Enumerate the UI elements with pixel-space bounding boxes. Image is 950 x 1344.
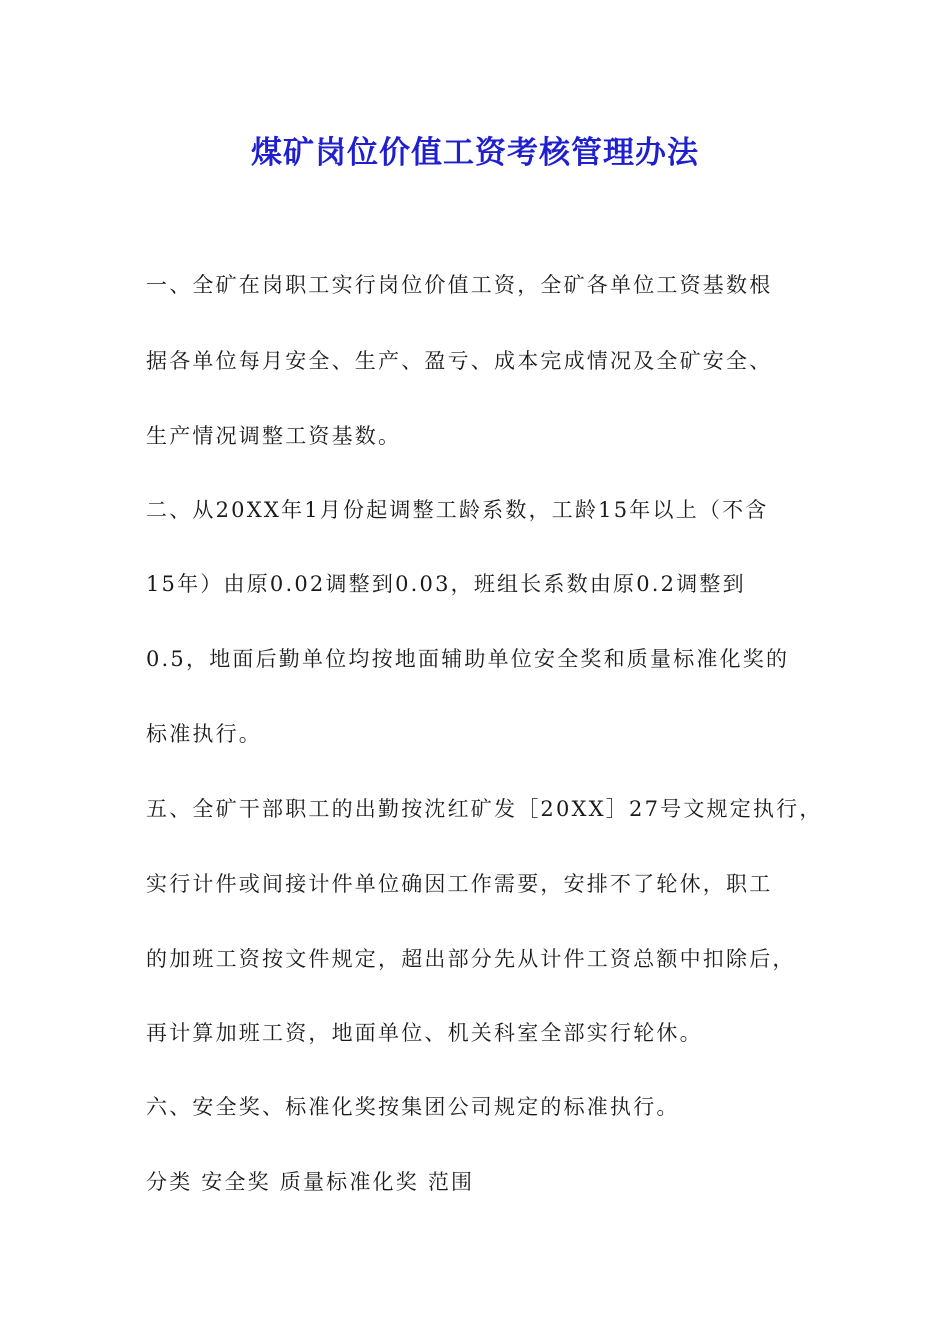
table-header-line: 分类 安全奖 质量标准化奖 范围 xyxy=(146,1170,475,1194)
paragraph-5-line-4: 再计算加班工资，地面单位、机关科室全部实行轮休。 xyxy=(146,1021,703,1045)
paragraph-2-line-2: 15年）由原0.02调整到0.03，班组长系数由原0.2调整到 xyxy=(146,572,746,596)
document-title: 煤矿岗位价值工资考核管理办法 xyxy=(251,135,699,171)
paragraph-2-line-1: 二、从20XX年1月份起调整工龄系数，工龄15年以上（不含 xyxy=(146,498,769,522)
paragraph-5-line-1: 五、全矿干部职工的出勤按沈红矿发［20XX］27号文规定执行， xyxy=(146,797,823,821)
paragraph-1-line-1: 一、全矿在岗职工实行岗位价值工资，全矿各单位工资基数根 xyxy=(146,273,773,297)
paragraph-5-line-3: 的加班工资按文件规定，超出部分先从计件工资总额中扣除后， xyxy=(146,947,796,971)
paragraph-2-line-3: 0.5，地面后勤单位均按地面辅助单位安全奖和质量标准化奖的 xyxy=(146,647,790,671)
paragraph-2-line-4: 标准执行。 xyxy=(146,722,262,746)
paragraph-1-line-2: 据各单位每月安全、生产、盈亏、成本完成情况及全矿安全、 xyxy=(146,349,773,373)
paragraph-1-line-3: 生产情况调整工资基数。 xyxy=(146,424,402,448)
paragraph-5-line-2: 实行计件或间接计件单位确因工作需要，安排不了轮休，职工 xyxy=(146,872,773,896)
paragraph-6-line-1: 六、安全奖、标准化奖按集团公司规定的标准执行。 xyxy=(146,1095,680,1119)
